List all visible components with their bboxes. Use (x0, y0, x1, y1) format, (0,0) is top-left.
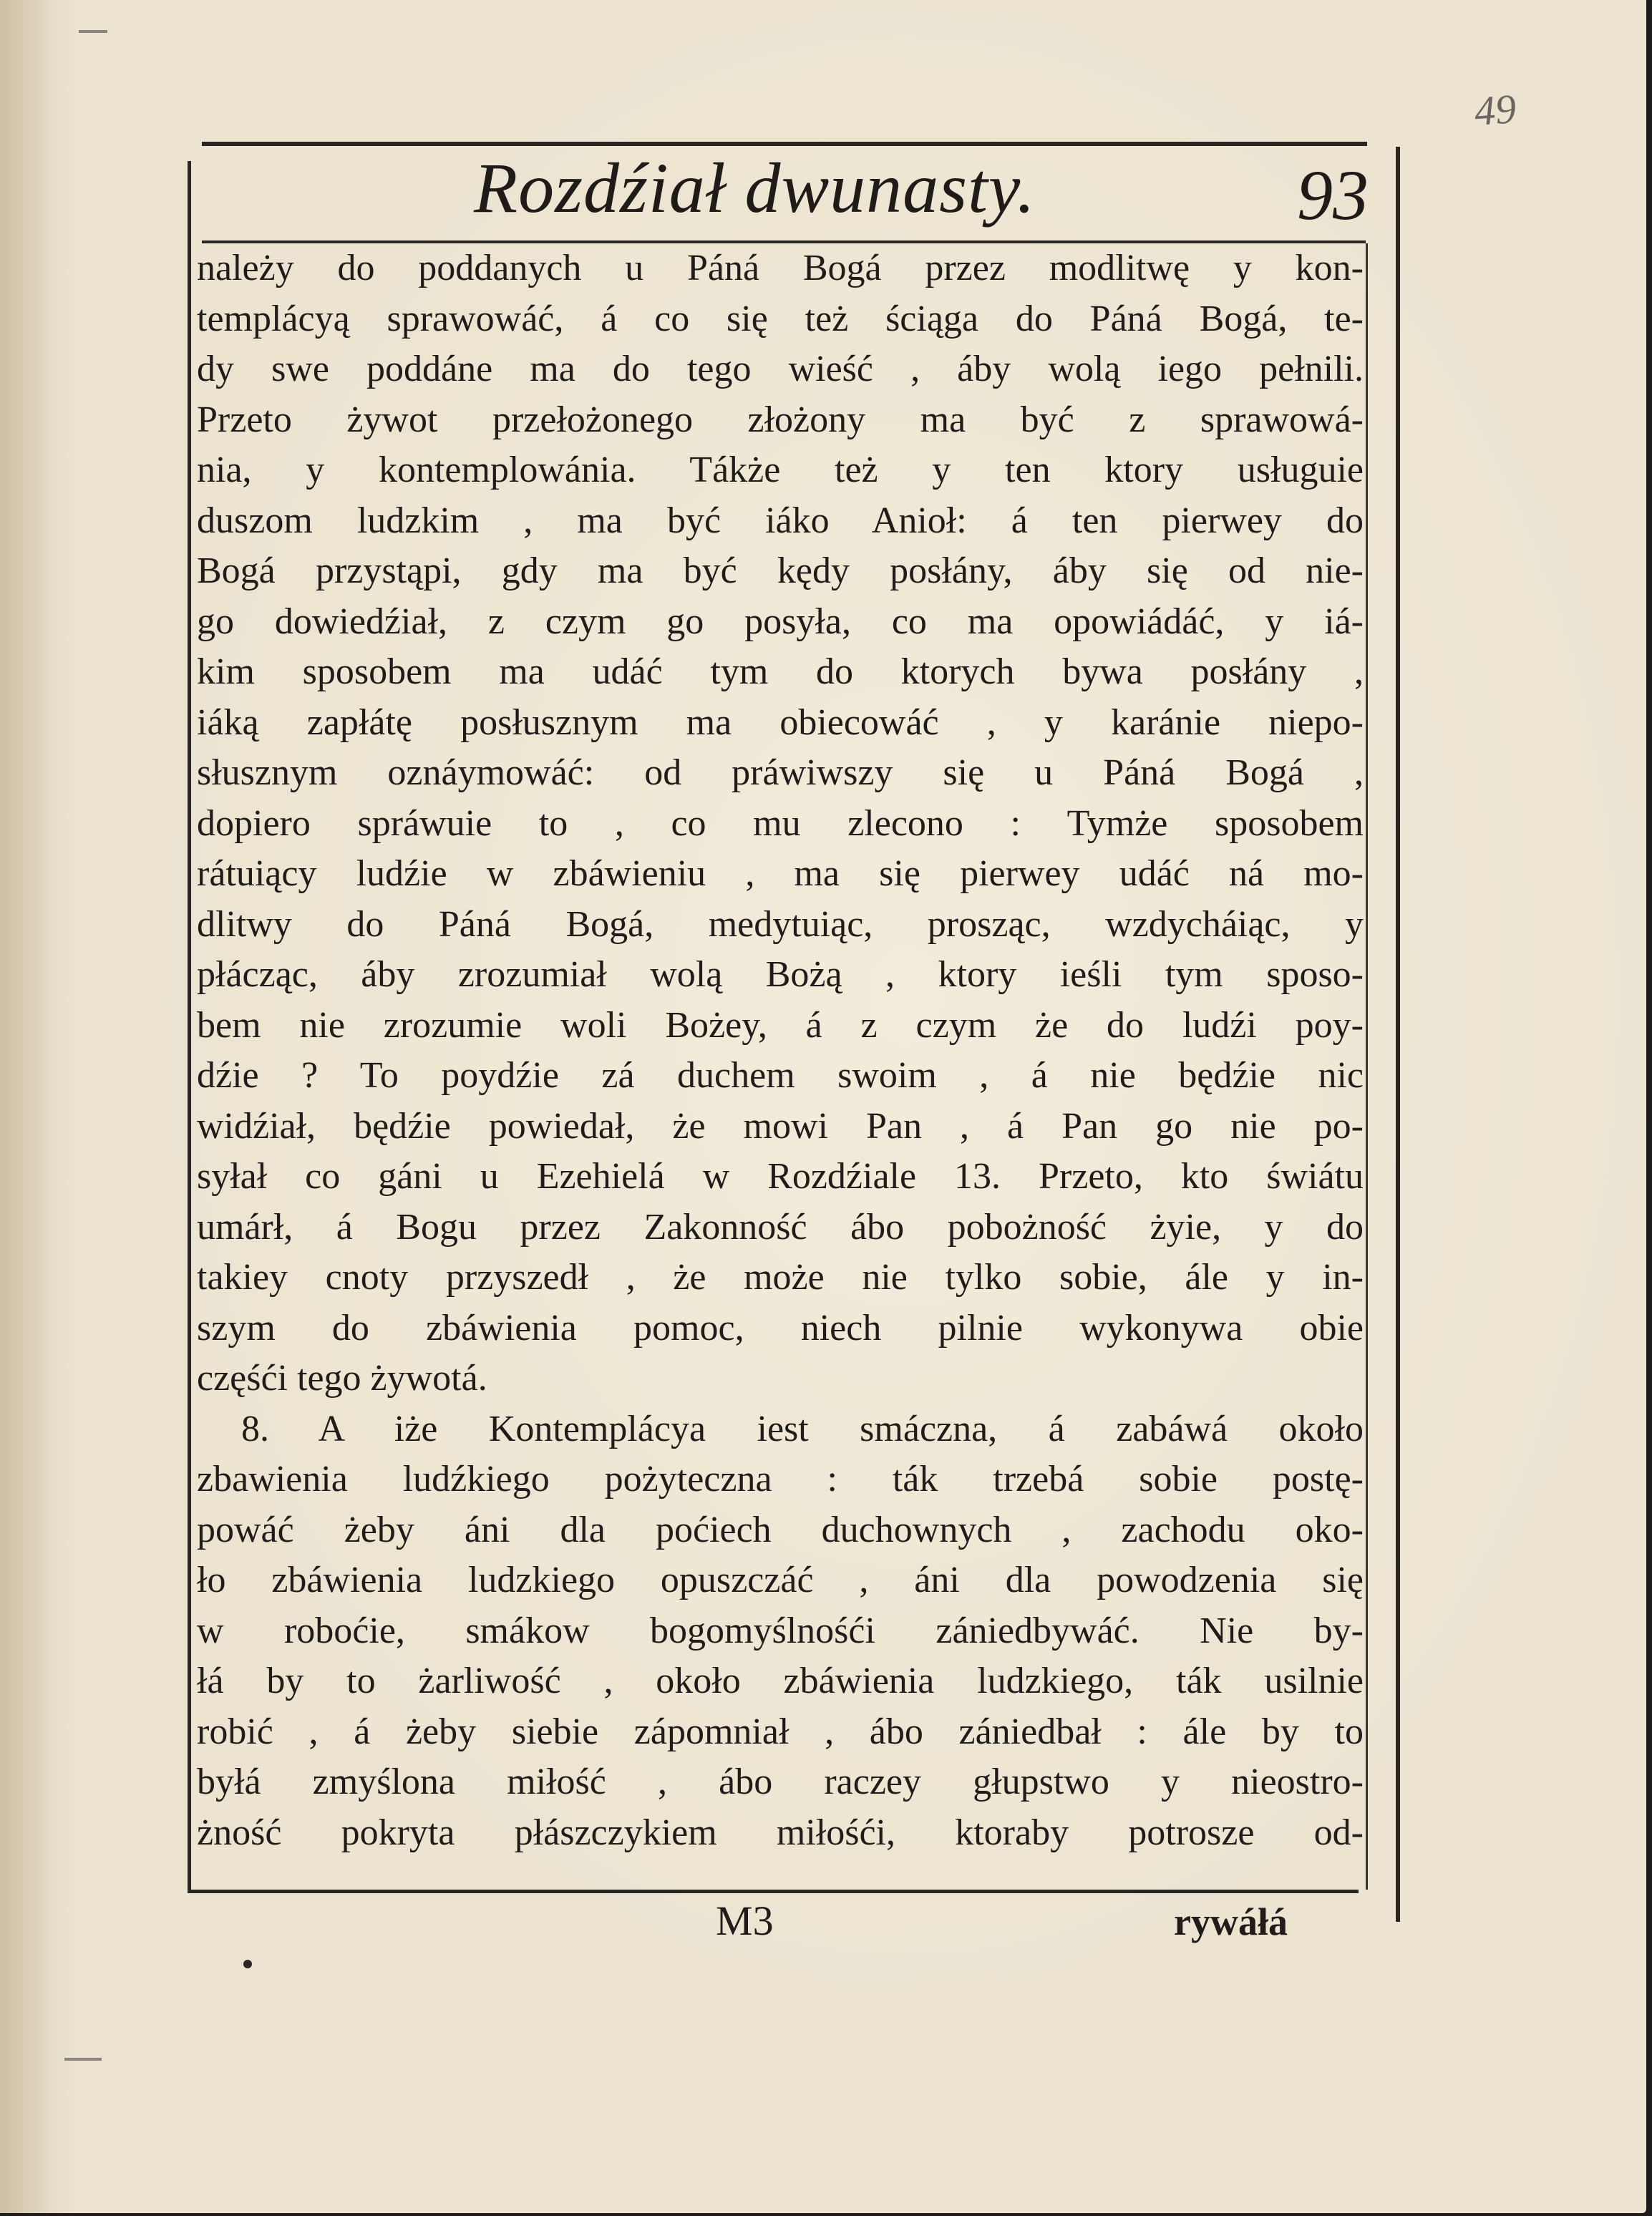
text-line: rátuiący ludźie w zbáwieniu , ma się pierwey udáć ná mo- (197, 853, 1364, 894)
text-line: płácząc, áby zrozumiał wolą Bożą , ktory ieśli tym sposo- (197, 954, 1364, 995)
text-line: Przeto żywot przełożonego złożony ma być z sprawowá- (197, 399, 1364, 440)
frame-rule-left (188, 161, 191, 1893)
frame-rule-bottom (188, 1890, 1359, 1893)
signature-mark: M3 (716, 1897, 774, 1944)
text-line: robić , á żeby siebie zápomniał , ábo zániedbał : ále by to (197, 1711, 1364, 1752)
frame-rule-right (1396, 147, 1400, 1922)
text-line: słusznym oznáymowáć: od práwiwszy się u Páná Bogá , (197, 752, 1364, 793)
text-line: częśći tego żywotá. (197, 1358, 487, 1399)
text-line: zbawienia ludźkiego pożyteczna : ták trzebá sobie postę- (197, 1459, 1364, 1500)
text-line: żność pokryta płászczykiem miłośći, ktoraby potrosze od- (197, 1812, 1364, 1853)
text-line: go dowiedźiał, z czym go posyła, co ma opowiádáć, y iá- (197, 601, 1364, 642)
text-line: syłał co gáni u Ezehielá w Rozdźiale 13. Przeto, kto świátu (197, 1156, 1364, 1197)
frame-rule-top (202, 142, 1367, 146)
binding-gutter (0, 0, 50, 2213)
text-line: dźie ? To poydźie zá duchem swoim , á nie będźie nic (197, 1055, 1364, 1096)
text-line: iáką zapłátę posłusznym ma obiecowáć , y karánie niepo- (197, 701, 1364, 743)
text-line: łá by to żarliwość , około zbáwienia ludzkiego, ták usilnie (197, 1661, 1364, 1701)
text-line: w robоćie, smákow bogomyślnośći zániedbywáć. Nie by- (197, 1610, 1364, 1651)
text-line: bem nie zrozumie woli Bożey, á z czym że do ludźi poy- (197, 1004, 1364, 1046)
text-line: dlitwy do Páná Bogá, medytuiąc, prosząc, wzdycháiąc, y (197, 903, 1364, 945)
text-line: nia, y kontemplowánia. Tákże też y ten ktory usługuie (197, 449, 1364, 490)
body-text (197, 243, 1364, 1858)
page-number: 93 (1297, 155, 1369, 235)
text-line: Bogá przystąpi, gdy ma być kędy posłány, áby się od nie- (197, 550, 1364, 591)
text-line: byłá zmyślona miłość , ábo raczey głupstwo y nieostro- (197, 1761, 1364, 1802)
frame-rule-inner-right (1366, 243, 1368, 1890)
text-line: takiey cnoty przyszedł , że może nie tylko sobie, ále y in- (197, 1257, 1364, 1298)
catchword: rywáłá (1174, 1900, 1288, 1943)
text-line: szym do zbáwienia pomoc, niech pilnie wykonywa obie (197, 1307, 1364, 1348)
text-line: duszom ludzkim , ma być iáko Anioł: á ten pierwey do (197, 500, 1364, 541)
text-line: dopiero spráwuie to , co mu zlecono : Tymże sposobem (197, 802, 1364, 844)
text-line: kim sposobem ma udáć tym do ktorych bywa posłány , (197, 651, 1364, 692)
text-line: umárł, á Bogu przez Zakonność ábo pobożność żyie, y do (197, 1206, 1364, 1248)
text-line: dy swe poddáne ma do tego wieść , áby wolą iego pełnili. (197, 349, 1364, 389)
text-line: powáć żeby áni dla poćiech duchownych , zachodu oko- (197, 1509, 1364, 1550)
page-footer (188, 1897, 1361, 1961)
running-header (202, 147, 1369, 240)
ink-spot (243, 1960, 252, 1968)
paragraph-start-line: 8. A iże Kontemplácya iest smáczna, á zabáwá około (241, 1408, 1364, 1449)
text-line: należy do poddanych u Páná Bogá przez modlitwę y kon- (197, 248, 1364, 288)
running-title: Rozdźiał dwunasty. (474, 148, 1036, 228)
margin-mark (79, 30, 107, 33)
margin-mark (64, 2058, 102, 2061)
text-line: ło zbáwienia ludzkiego opuszczáć , áni dla powodzenia się (197, 1560, 1364, 1600)
text-line: widźiał, będźie powiedał, że mowi Pan , á Pan go nie po- (197, 1105, 1364, 1147)
text-line: templácyą sprawowáć, á co się też ściąga do Páná Bogá, te- (197, 298, 1364, 339)
folio-annotation: 49 (1472, 85, 1518, 135)
